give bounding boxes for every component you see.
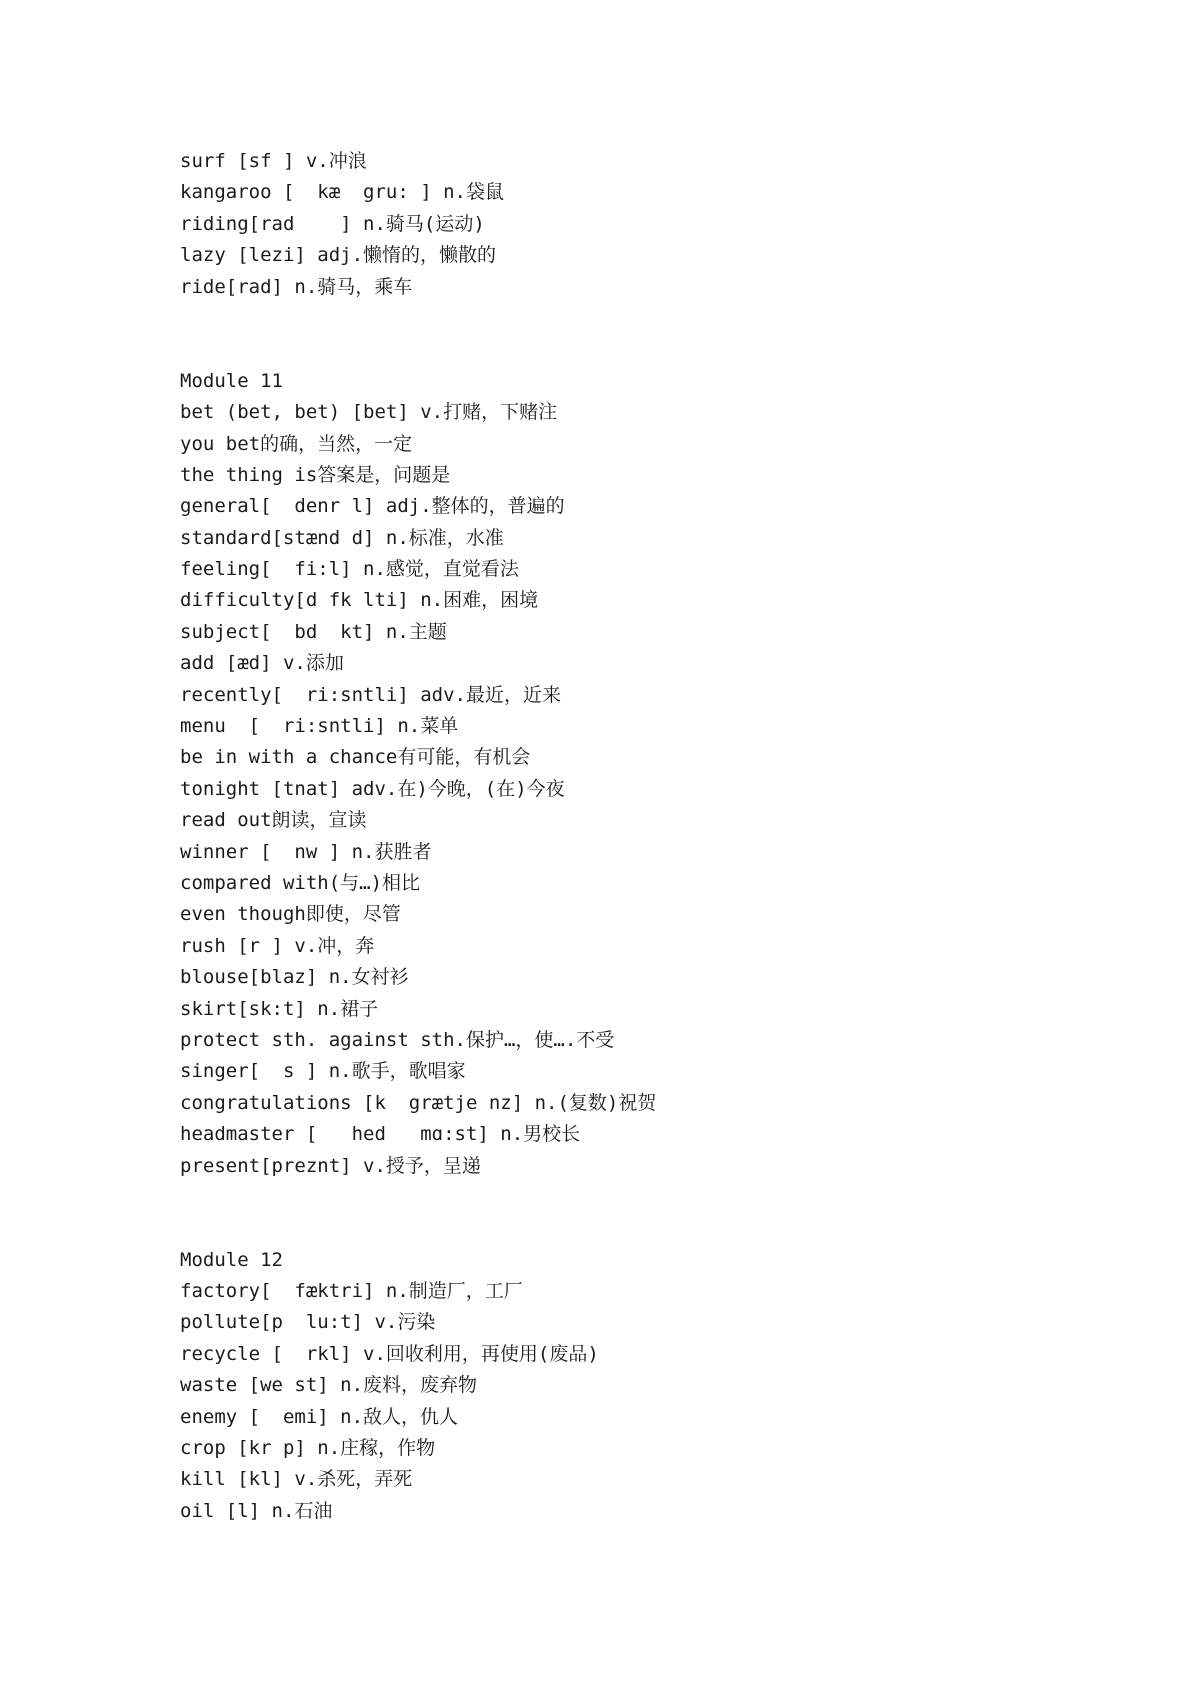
vocab-section-module-12 bbox=[180, 1245, 1140, 1528]
vocab-line: skirt[sk:t] n.裙子 bbox=[180, 997, 379, 1020]
vocab-line: compared with(与…)相比 bbox=[180, 872, 421, 894]
vocab-line: kangaroo [ kæ gru: ] n.袋鼠 bbox=[180, 181, 504, 204]
vocab-line: recently[ ri:sntli] adv.最近，近来 bbox=[180, 683, 561, 706]
vocabulary-list bbox=[180, 146, 1140, 1527]
vocab-line: present[preznt] v.授予，呈递 bbox=[180, 1154, 481, 1177]
vocab-line: bet (bet, bet) [bet] v.打赌，下赌注 bbox=[180, 401, 558, 424]
vocab-line: you bet的确，当然，一定 bbox=[180, 432, 413, 455]
vocab-line: menu [ ri:sntli] n.菜单 bbox=[180, 715, 459, 738]
vocab-line: add [æd] v.添加 bbox=[180, 652, 344, 675]
vocab-line: protect sth. against sth.保护…，使….不受 bbox=[180, 1028, 615, 1051]
vocab-line: the thing is答案是，问题是 bbox=[180, 463, 451, 486]
vocab-line: lazy [lezi] adj.懒惰的，懒散的 bbox=[180, 244, 497, 267]
vocab-line: waste [we st] n.废料，废弃物 bbox=[180, 1374, 478, 1397]
vocab-line: crop [kr p] n.庄稼，作物 bbox=[180, 1437, 436, 1460]
vocab-line: rush [r ] v.冲，奔 bbox=[180, 934, 375, 957]
vocab-section-module-11 bbox=[180, 366, 1140, 1182]
vocab-line: general[ denr l] adj.整体的，普遍的 bbox=[180, 495, 565, 518]
vocab-line: feeling[ fi:l] n.感觉，直觉看法 bbox=[180, 558, 519, 581]
vocab-section-1 bbox=[180, 146, 1140, 303]
vocab-line: kill [kl] v.杀死，弄死 bbox=[180, 1468, 413, 1491]
module-heading: Module 12 bbox=[180, 1248, 283, 1271]
vocab-line: subject[ bd kt] n.主题 bbox=[180, 620, 447, 643]
vocab-line: enemy [ emi] n.敌人，仇人 bbox=[180, 1405, 459, 1428]
vocab-line: read out朗读，宣读 bbox=[180, 809, 367, 832]
vocab-line: standard[stænd d] n.标准，水准 bbox=[180, 526, 504, 549]
module-heading: Module 11 bbox=[180, 369, 283, 392]
vocab-line: congratulations [k grætje nz] n.(复数)祝贺 bbox=[180, 1091, 657, 1114]
vocab-line: be in with a chance有可能，有机会 bbox=[180, 746, 531, 769]
vocab-line: difficulty[d fk lti] n.困难，困境 bbox=[180, 589, 539, 612]
vocab-line: recycle [ rkl] v.回收利用，再使用(废品) bbox=[180, 1342, 599, 1365]
vocab-line: blouse[blaz] n.女衬衫 bbox=[180, 966, 409, 989]
vocab-line: factory[ fæktri] n.制造厂，工厂 bbox=[180, 1280, 523, 1303]
vocab-line: pollute[p lu:t] v.污染 bbox=[180, 1311, 436, 1334]
section-gap bbox=[180, 1182, 1140, 1245]
vocab-line: ride[rad] n.骑马，乘车 bbox=[180, 275, 413, 298]
vocab-line: even though即使，尽管 bbox=[180, 903, 401, 926]
vocab-line: surf [sf ] v.冲浪 bbox=[180, 150, 367, 172]
vocab-line: headmaster [ hed mɑ:st] n.男校长 bbox=[180, 1123, 581, 1146]
vocab-line: riding[rad ] n.骑马(运动) bbox=[180, 212, 485, 235]
vocab-line: tonight [tnat] adv.在)今晚，(在)今夜 bbox=[180, 777, 565, 800]
section-gap bbox=[180, 303, 1140, 366]
vocab-line: oil [l] n.石油 bbox=[180, 1499, 333, 1522]
vocab-line: winner [ nw ] n.获胜者 bbox=[180, 840, 432, 863]
vocab-line: singer[ s ] n.歌手，歌唱家 bbox=[180, 1060, 466, 1083]
